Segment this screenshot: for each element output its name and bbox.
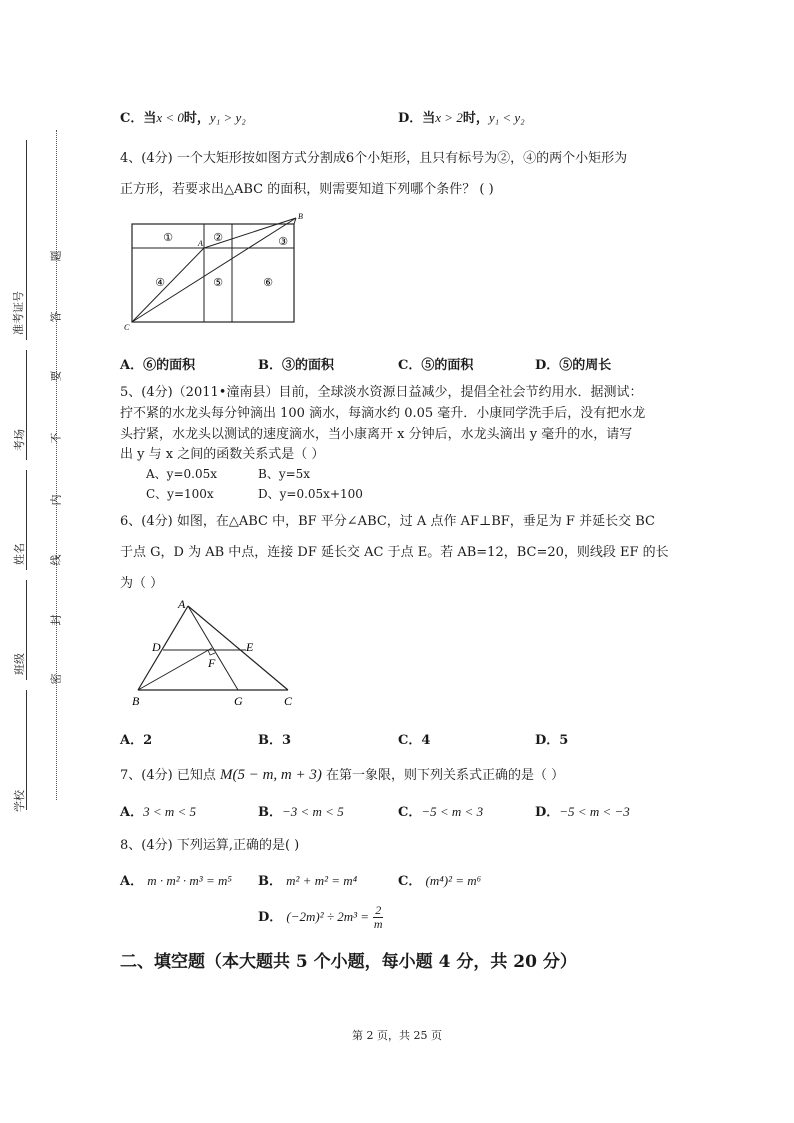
seal-char: 答 [49,311,63,323]
q4-stem-line2: 正方形，若要求出△ABC 的面积，则需要知道下列哪个条件？ ( ) [120,182,494,197]
q7-point-m: M(5 − m, m + 3) [219,767,322,783]
q4-option-b: B．③的面积 [258,358,334,373]
q3-c-inequality: y₁ > y₂ [209,110,246,125]
point-label-C: C [124,323,130,332]
q6-triangle-figure [128,596,308,711]
margin-label-name: 姓名 [13,543,26,565]
q6-stem-line2: 于点 G，D 为 AB 中点，连接 DF 延长交 AC 于点 E。若 AB=12，BC=20，则线段 EF 的长 [120,545,669,560]
q7-option-a: A．3 < m < 5 [120,804,197,820]
page-footer: 第 2 页，共 25 页 [352,1029,442,1042]
q7-stem: 7、(4分) 已知点 M(5 − m, m + 3) 在第一象限，则下列关系式正确的是（ ） [120,767,565,783]
q8-stem: 8、(4分) 下列运算,正确的是( ) [120,838,300,853]
q5-option-d: D、y=0.05x+100 [258,487,363,501]
region-label: ① [163,231,173,244]
q4-rectangle-figure [118,210,318,335]
q6-stem-line3: 为（ ） [120,576,164,591]
q5-stem-line1: 5、(4分)（2011•潼南县）目前，全球淡水资源日益减少，提倡全社会节约用水．据测试： [120,385,643,400]
q4-option-d: D．⑤的周长 [535,358,612,373]
margin-label-exam-number: 准考证号 [12,291,25,335]
q6-option-d: D．5 [535,733,569,748]
q8-option-b: B． m² + m² = m⁴ [258,873,358,889]
q5-stem-line2: 拧不紧的水龙头每分钟滴出 100 滴水，每滴水约 0.05 毫升．小康同学洗手后，没有把水龙 [120,406,646,421]
q6-stem-line1: 6、(4分) 如图，在△ABC 中，BF 平分∠ABC，过 A 点作 AF⊥BF，垂足为 F 并延长交 BC [120,514,655,529]
q4-option-c: C．⑤的面积 [398,358,474,373]
q5-stem-line4: 出 y 与 x 之间的函数关系式是（ ） [120,447,325,462]
q3-c-condition: x < 0 [156,110,184,125]
exam-room-blank [26,350,27,460]
region-label: ⑤ [213,276,223,289]
school-blank [26,690,27,810]
seal-char: 不 [49,432,63,444]
point-label-D: D [152,640,161,654]
class-blank [26,580,27,680]
margin-label-class: 班级 [13,653,26,675]
seal-char: 要 [49,370,63,382]
segment-AB [138,606,188,690]
q3-d-condition: x > 2 [435,110,463,125]
q7-option-c: C．−5 < m < 3 [398,804,484,820]
q5-stem-line3: 头拧紧，水龙头以测试的速度滴水，当小康离开 x 分钟后，水龙头滴出 y 毫升的水，请写 [120,427,633,442]
seal-char: 密 [49,673,63,685]
q8-d-fraction: $\frac{2}{m}$ [373,903,383,931]
q5-option-b: B、y=5x [258,467,311,481]
margin-label-exam-room: 考场 [13,429,26,451]
q7-option-d: D．−5 < m < −3 [535,804,630,820]
region-label: ② [213,231,223,244]
region-label: ③ [278,235,288,248]
q3-option-d: D．当x > 2时，y₁ < y₂ [398,110,525,126]
point-label-B: B [298,212,303,221]
section-2-heading: 二、填空题（本大题共 5 个小题，每小题 4 分，共 20 分） [120,952,577,972]
q8-option-a: A． m · m² · m³ = m⁵ [120,873,232,889]
seal-char: 线 [49,554,63,566]
point-label-C: C [284,694,293,708]
segment-AG [188,606,238,690]
region-label: ⑥ [263,276,273,289]
segment-CA [132,248,204,322]
seal-char: 封 [49,614,63,626]
q6-option-c: C．4 [398,733,431,748]
q3-d-inequality: y₁ < y₂ [488,110,525,125]
point-label-A: A [178,597,186,611]
q5-option-a: A、y=0.05x [146,467,217,481]
right-angle-mark [208,650,215,655]
q8-option-c: C． (m⁴)² = m⁶ [398,873,482,889]
q6-option-a: A．2 [120,733,153,748]
q6-option-b: B．3 [258,733,292,748]
region-label: ④ [155,276,165,289]
segment-AC [188,606,288,690]
q7-option-b: B．−3 < m < 5 [258,804,344,820]
segment-BF [138,648,212,690]
name-blank [26,470,27,570]
q5-option-c: C、y=100x [146,487,214,501]
point-label-E: E [246,640,254,654]
q3-option-c: C．当x < 0时，y₁ > y₂ [120,110,246,126]
margin-label-school: 学校 [13,790,26,812]
point-label-F: F [208,656,216,670]
point-label-G: G [234,694,243,708]
seal-dotted-line [56,130,57,800]
seal-char: 内 [49,494,63,506]
point-label-A: A [198,239,203,248]
point-label-B: B [132,694,140,708]
seal-char: 题 [49,250,63,262]
exam-number-blank [26,140,27,340]
q4-stem-line1: 4、(4分) 一个大矩形按如图方式分割成6个小矩形，且只有标号为②，④的两个小矩形为 [120,151,628,166]
q4-option-a: A．⑥的面积 [120,358,196,373]
q8-option-d: D． (−2m)² ÷ 2m³ = $\frac{2}{m}$ [258,903,383,931]
